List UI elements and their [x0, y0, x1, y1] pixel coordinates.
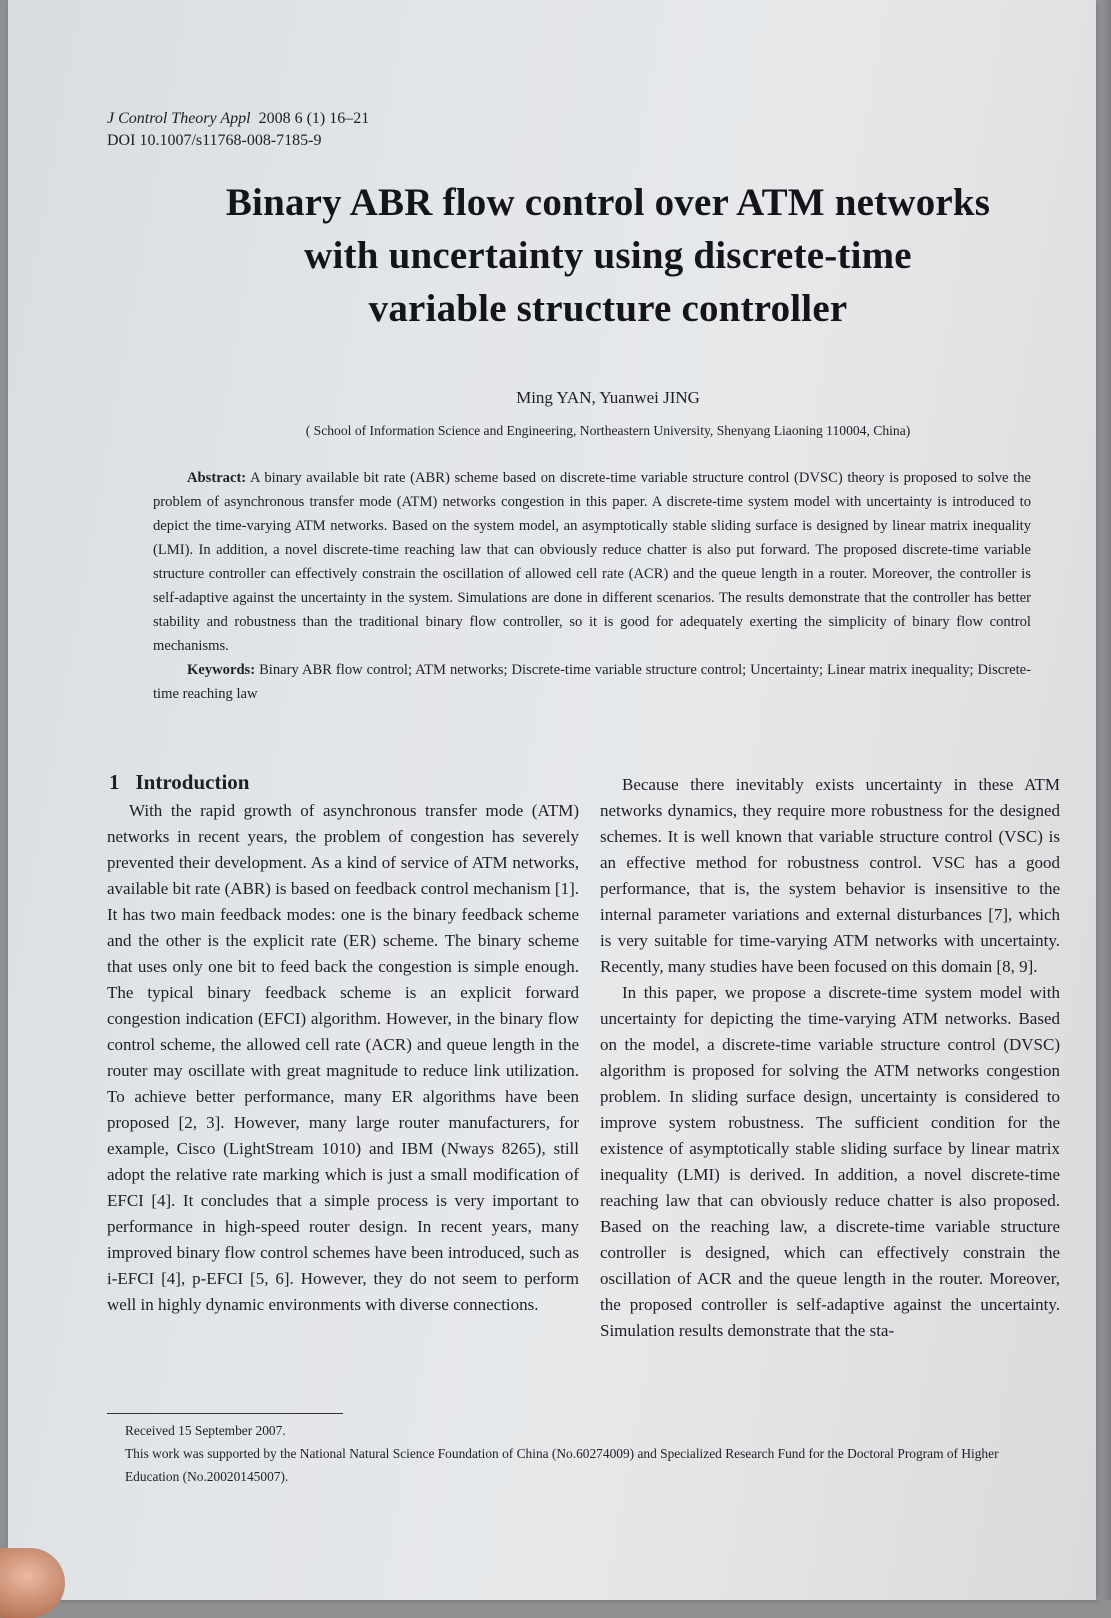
section-title: Introduction	[135, 770, 250, 794]
title-line: Binary ABR flow control over ATM networks	[225, 181, 991, 224]
citation-header	[107, 108, 369, 152]
left-column	[107, 798, 579, 1318]
thumb	[0, 1548, 65, 1618]
title-line: with uncertainty using discrete-time	[304, 234, 912, 277]
affiliation: ( School of Information Science and Engineering, Northeastern University, Shenyang Liaoning 110004, China)	[305, 423, 911, 438]
volume-info: 2008 6 (1) 16–21	[258, 110, 370, 127]
paragraph: With the rapid growth of asynchronous transfer mode (ATM) networks in recent years, the problem of congestion has severely prevented their development. As a kind of service of ATM networks, available bit rate (ABR) is based on feedback control mechanism [1]. It has two main feedback modes: one is the binary feedback scheme and the other is the explicit rate (ER) scheme. The binary scheme that uses only one bit to feed back the congestion is simple enough. The typical binary feedback scheme is an explicit forward congestion indication (EFCI) algorithm. However, in the binary flow control scheme, the allowed cell rate (ACR) and queue length in the router may oscillate with great magnitude to reduce link utilization. To achieve better performance, many ER algorithms have been proposed [2, 3]. However, many large router manufacturers, for example, Cisco (LightStream 1010) and IBM (Nways 8265), still adopt the relative rate marking which is just a small modification of EFCI [4]. It concludes that a simple process is very important to performance in high-speed router design. In recent years, many improved binary flow control schemes have been introduced, such as i-EFCI [4], p-EFCI [5, 6]. However, they do not seem to perform well in highly dynamic environments with diverse connections.	[107, 801, 579, 1314]
title-line: variable structure controller	[368, 287, 848, 330]
keywords	[153, 658, 1031, 706]
abstract-label: Abstract:	[187, 470, 247, 486]
abstract	[153, 466, 1031, 658]
paper-title	[168, 176, 1048, 335]
funding-note: This work was supported by the National Natural Science Foundation of China (No.60274009) and Specialized Research Fund for the Doctoral Program of Higher Education (No.20020145007).	[125, 1446, 999, 1484]
journal-name: J Control Theory Appl	[107, 110, 251, 127]
abstract-block	[153, 466, 1031, 706]
paragraph: In this paper, we propose a discrete-time system model with uncertainty for depicting the time-varying ATM networks. Based on the model, a discrete-time variable structure control (DVSC) algorithm is proposed for solving the ATM networks congestion problem. In sliding surface design, uncertainty is considered to improve system robustness. The sufficient condition for the existence of asymptotically stable sliding surface by linear matrix inequality (LMI) is derived. In addition, a novel discrete-time reaching law that can obviously reduce chatter is also proposed. Based on the reaching law, a discrete-time variable structure controller is designed, which can effectively constrain the oscillation of ACR and the queue length in the router. Moreover, the proposed controller is self-adaptive against the uncertainty. Simulation results demonstrate that the sta-	[600, 983, 1060, 1340]
section-heading	[109, 770, 249, 795]
footnote-rule	[107, 1413, 343, 1414]
keywords-text: Binary ABR flow control; ATM networks; Discrete-time variable structure control; Uncertainty; Linear matrix inequality; Discrete-time reaching law	[153, 662, 1031, 702]
received-date: Received 15 September 2007.	[125, 1423, 286, 1438]
footnotes	[125, 1419, 1031, 1488]
authors: Ming YAN, Yuanwei JING	[516, 388, 700, 407]
abstract-text: A binary available bit rate (ABR) scheme based on discrete-time variable structure control (DVSC) theory is proposed to solve the problem of asynchronous transfer mode (ATM) networks congestion in this paper. A discrete-time system model with uncertainty is introduced to depict the time-varying ATM networks. Based on the system model, an asymptotically stable sliding surface is designed by linear matrix inequality (LMI). In addition, a novel discrete-time reaching law that can obviously reduce chatter is also put forward. The proposed discrete-time variable structure controller can effectively constrain the oscillation of allowed cell rate (ACR) and the queue length in a router. Moreover, the controller is self-adaptive against the uncertainty in the system. Simulations are done in different scenarios. The results demonstrate that the controller has better stability and robustness than the traditional binary flow controller, so it is good for adequately exerting the simplicity of binary flow control mechanisms.	[153, 470, 1031, 654]
paper-page	[8, 0, 1096, 1600]
right-column	[600, 772, 1060, 1344]
keywords-label: Keywords:	[187, 662, 256, 678]
section-number: 1	[109, 770, 120, 794]
doi: DOI 10.1007/s11768-008-7185-9	[107, 132, 322, 149]
paragraph: Because there inevitably exists uncertainty in these ATM networks dynamics, they require more robustness for the designed schemes. It is well known that variable structure control (VSC) is an effective method for robustness control. VSC has a good performance, that is, the system behavior is insensitive to the internal parameter variations and external disturbances [7], which is very suitable for time-varying ATM networks with uncertainty. Recently, many studies have been focused on this domain [8, 9].	[600, 775, 1060, 976]
